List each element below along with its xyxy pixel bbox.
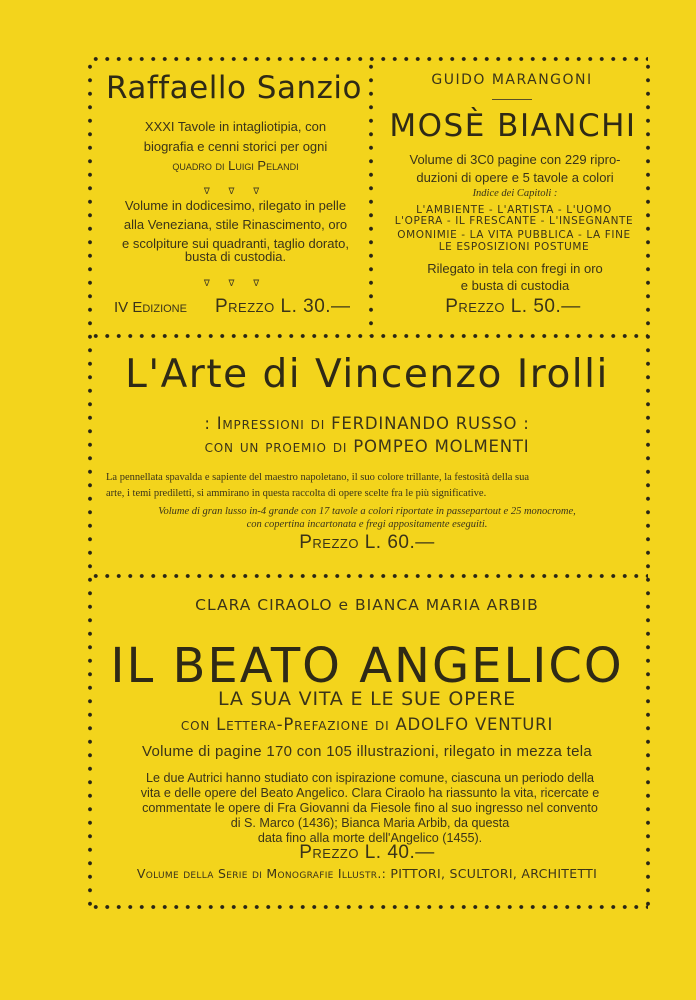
mose-binding-2: e busta di custodia bbox=[460, 278, 570, 293]
raffaello-desc-7: busta di custodia. bbox=[184, 249, 287, 264]
mose-title: MOSÈ BIANCHI bbox=[389, 108, 637, 144]
ornament-1: ᐁ ᐁ ᐁ bbox=[203, 186, 268, 196]
right-border bbox=[645, 60, 651, 908]
raffaello-desc-4: Volume in dodicesimo, rilegato in pelle bbox=[124, 198, 347, 213]
irolli-italic-2: con copertina incartonata e fregi appositamente eseguiti. bbox=[246, 519, 488, 530]
angelico-price: Prezzo L. 40.— bbox=[299, 842, 435, 863]
irolli-small-2: arte, i temi prediletti, si ammirano in questa raccolta di opere scelte fra le più significative. bbox=[106, 488, 487, 499]
mose-price: Prezzo L. 50.— bbox=[445, 296, 581, 317]
raffaello-desc-1: XXXI Tavole in intagliotipia, con bbox=[144, 119, 327, 134]
mose-chapters-2: L'OPERA - IL FRESCANTE - L'INSEGNANTE bbox=[394, 215, 634, 227]
irolli-line-2: con un proemio di POMPEO MOLMENTI bbox=[204, 437, 530, 456]
angelico-volume: Volume di pagine 170 con 105 illustrazioni, rilegato in mezza tela bbox=[141, 743, 593, 760]
raffaello-desc-2: biografia e cenni storici per ogni bbox=[143, 139, 328, 154]
divider-2 bbox=[90, 573, 648, 579]
irolli-small-1: La pennellata spavalda e sapiente del maestro napoletano, il suo colore trillante, la festosità della sua bbox=[106, 472, 530, 483]
ornament-2: ᐁ ᐁ ᐁ bbox=[203, 278, 268, 288]
mose-chapters-3: OMONIMIE - LA VITA PUBBLICA - LA FINE bbox=[397, 229, 631, 241]
angelico-body-3: commentate le opere di Fra Giovanni da Fiesole fino al suo ingresso nel convento bbox=[142, 801, 598, 815]
mose-chapters-1: L'AMBIENTE - L'ARTISTA - L'UOMO bbox=[416, 204, 612, 216]
mose-chapters-4: LE ESPOSIZIONI POSTUME bbox=[438, 241, 590, 253]
irolli-italic-1: Volume di gran lusso in-4 grande con 17 tavole a colori riportate in passepartout e 25 monocrome, bbox=[158, 506, 576, 517]
mose-index-label: Indice dei Capitoli : bbox=[472, 188, 558, 199]
raffaello-desc-5: alla Veneziana, stile Rinascimento, oro bbox=[123, 217, 348, 232]
angelico-preface: con Lettera-Prefazione di ADOLFO VENTURI bbox=[180, 715, 554, 734]
angelico-subtitle: LA SUA VITA E LE SUE OPERE bbox=[218, 688, 516, 710]
left-border bbox=[87, 60, 93, 908]
raffaello-desc-6: e scolpiture sui quadranti, taglio dorato, bbox=[122, 236, 349, 251]
raffaello-price: Prezzo L. 30.— bbox=[215, 296, 351, 317]
angelico-body-1: Le due Autrici hanno studiato con ispirazione comune, ciascuna un periodo della bbox=[145, 771, 595, 785]
angelico-authors: CLARA CIRAOLO e BIANCA MARIA ARBIB bbox=[195, 596, 539, 614]
raffaello-desc-3: quadro di Luigi Pelandi bbox=[172, 158, 299, 173]
mose-desc-2: duzioni di opere e 5 tavole a colori bbox=[416, 170, 614, 185]
irolli-price: Prezzo L. 60.— bbox=[299, 532, 435, 553]
angelico-series: Volume della Serie di Monografie Illustr.: PITTORI, SCULTORI, ARCHITETTI bbox=[136, 866, 598, 881]
mose-desc-1: Volume di 3C0 pagine con 229 ripro- bbox=[409, 152, 621, 167]
angelico-body-2: vita e delle opere del Beato Angelico. Clara Ciraolo ha riassunto la vita, ricercate e bbox=[140, 786, 600, 800]
irolli-title: L'Arte di Vincenzo Irolli bbox=[125, 352, 609, 397]
center-divider bbox=[368, 60, 374, 336]
title-rule bbox=[492, 99, 532, 100]
mose-author: GUIDO MARANGONI bbox=[431, 72, 593, 88]
raffaello-edition: IV Edizione bbox=[114, 299, 187, 316]
angelico-body-5: data fino alla morte dell'Angelico (1455). bbox=[257, 831, 483, 845]
angelico-body-4: di S. Marco (1436); Bianca Maria Arbib, da questa bbox=[230, 816, 510, 830]
raffaello-title: Raffaello Sanzio bbox=[106, 70, 362, 106]
irolli-line-1: : Impressioni di FERDINANDO RUSSO : bbox=[204, 414, 530, 433]
mose-binding-1: Rilegato in tela con fregi in oro bbox=[427, 261, 603, 276]
bottom-border bbox=[90, 904, 648, 910]
angelico-title: IL BEATO ANGELICO bbox=[110, 638, 624, 694]
